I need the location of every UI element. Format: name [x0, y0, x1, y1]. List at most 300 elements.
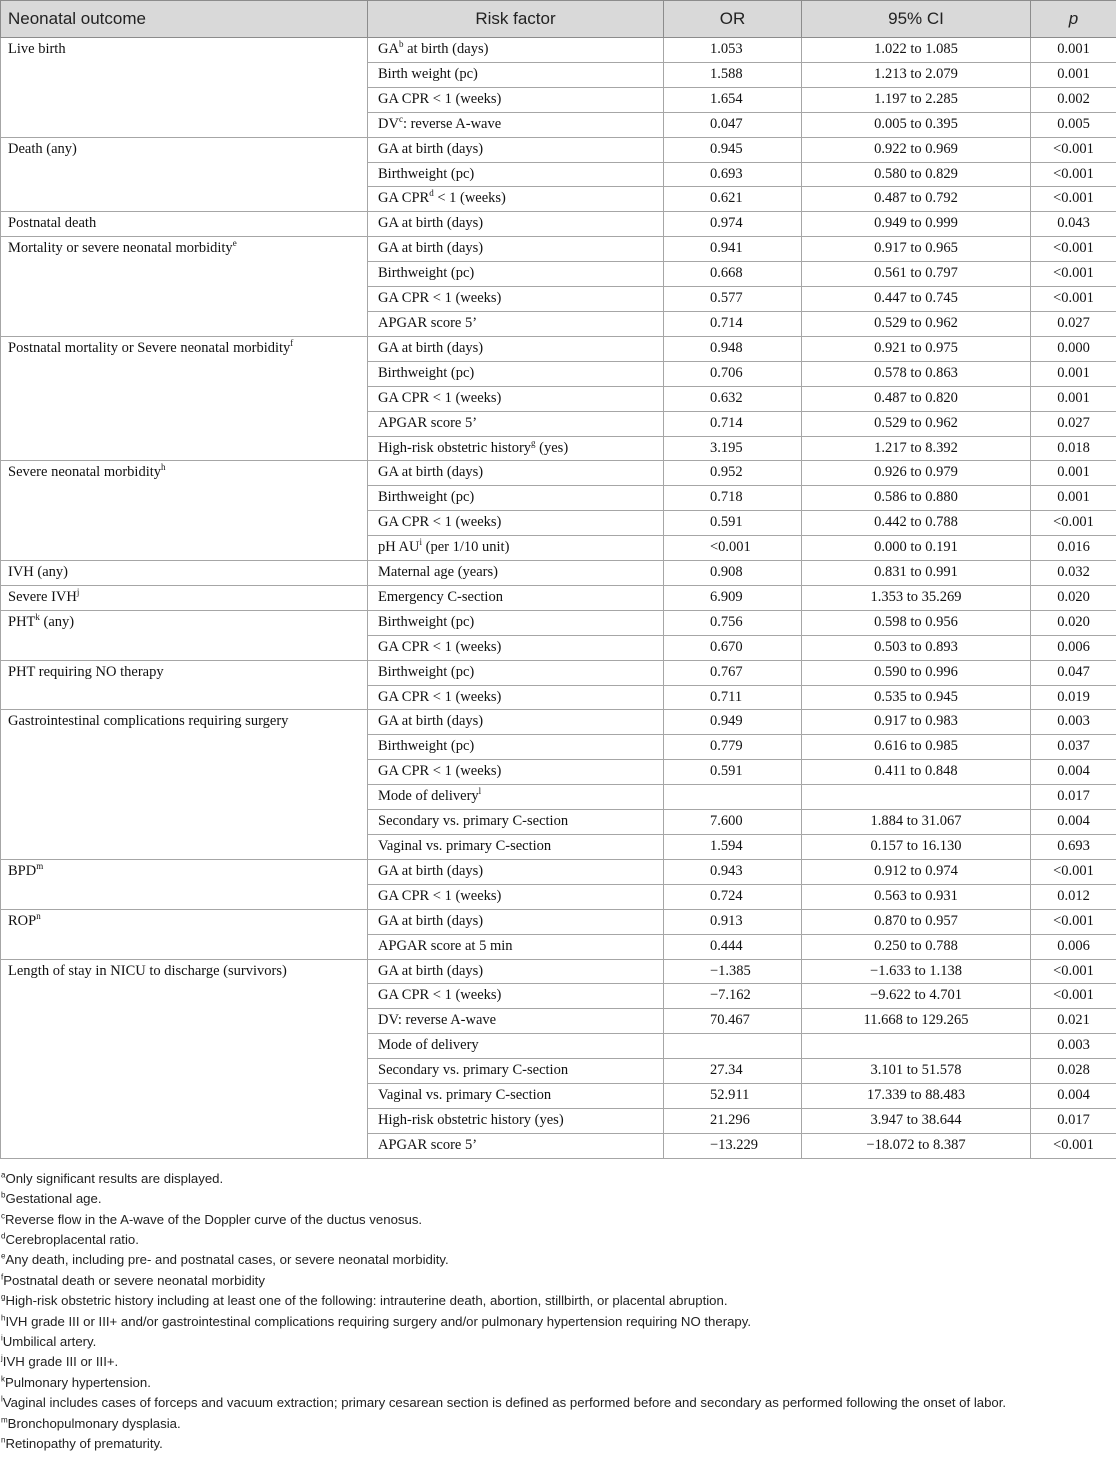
outcome-label: BPD [8, 862, 37, 879]
ci-cell: 0.535 to 0.945 [802, 685, 1031, 710]
footnote-mark: k [1, 1374, 5, 1384]
or-cell: 0.047 [664, 112, 802, 137]
or-cell: 1.594 [664, 835, 802, 860]
ci-cell: 0.926 to 0.979 [802, 461, 1031, 486]
risk-factor-label: DV: reverse A-wave [378, 1012, 497, 1029]
p-value-cell: 0.032 [1031, 561, 1116, 586]
header-ci: 95% CI [802, 1, 1031, 38]
risk-factor-label: Birthweight (pc) [378, 364, 475, 381]
outcome-cell [1, 909, 368, 959]
footnote-mark: f [1, 1272, 4, 1282]
risk-factor-cell [368, 984, 664, 1009]
or-cell: 0.718 [664, 486, 802, 511]
risk-factor-label: Mode of delivery [378, 788, 479, 805]
p-value-cell: 0.027 [1031, 411, 1116, 436]
or-cell: −1.385 [664, 959, 802, 984]
risk-factor-label: APGAR score 5’ [378, 314, 478, 331]
ci-cell: 0.598 to 0.956 [802, 610, 1031, 635]
p-value-cell: 0.000 [1031, 336, 1116, 361]
ci-cell: 3.947 to 38.644 [802, 1108, 1031, 1133]
or-cell: 0.943 [664, 859, 802, 884]
or-cell: 70.467 [664, 1009, 802, 1034]
or-cell: 27.34 [664, 1059, 802, 1084]
risk-factor-cell [368, 835, 664, 860]
outcome-cell [1, 38, 368, 138]
outcome-label: ROP [8, 912, 37, 929]
footnote-text: IVH grade III or III+ and/or gastrointestinal complications requiring surgery and/or pulmonary hypertension requiring NO therapy. [5, 1313, 752, 1329]
ci-cell: 0.563 to 0.931 [802, 884, 1031, 909]
footnote-mark: e [232, 238, 237, 249]
ci-cell: 1.213 to 2.079 [802, 62, 1031, 87]
p-value-cell: <0.001 [1031, 287, 1116, 312]
or-cell: 0.714 [664, 311, 802, 336]
footnote [1, 1332, 1116, 1352]
or-cell: 0.756 [664, 610, 802, 635]
risk-factor-cell [368, 810, 664, 835]
risk-factor-cell [368, 361, 664, 386]
p-value-cell: 0.018 [1031, 436, 1116, 461]
risk-factor-label: GA CPR < 1 (weeks) [378, 90, 502, 107]
risk-factor-label: Maternal age (years) [378, 564, 498, 581]
ci-cell: 1.197 to 2.285 [802, 87, 1031, 112]
p-value-cell: <0.001 [1031, 1133, 1116, 1158]
risk-factor-cell [368, 735, 664, 760]
ci-cell: 0.921 to 0.975 [802, 336, 1031, 361]
risk-factor-label: Mode of delivery [378, 1037, 479, 1054]
outcome-label: Severe IVH [8, 588, 77, 605]
or-cell: 0.779 [664, 735, 802, 760]
p-value-cell: 0.001 [1031, 62, 1116, 87]
risk-factor-cell [368, 137, 664, 162]
outcome-label: Gastrointestinal complications requiring surgery [8, 713, 289, 730]
p-value-cell: 0.005 [1031, 112, 1116, 137]
outcome-label: Postnatal mortality or Severe neonatal morbidity [8, 339, 291, 356]
risk-factor-label: High-risk obstetric history [378, 439, 532, 456]
or-cell: 0.591 [664, 760, 802, 785]
ci-cell: 0.005 to 0.395 [802, 112, 1031, 137]
risk-factor-label: GA [378, 41, 399, 57]
ci-cell: 0.529 to 0.962 [802, 311, 1031, 336]
risk-factor-cell [368, 1059, 664, 1084]
risk-factor-label: GA CPR < 1 (weeks) [378, 514, 502, 531]
risk-factor-label: GA CPR < 1 (weeks) [378, 389, 502, 406]
ci-cell: 0.616 to 0.985 [802, 735, 1031, 760]
risk-factor-suffix: < 1 (weeks) [433, 190, 506, 207]
p-value-cell: 0.012 [1031, 884, 1116, 909]
or-cell: 0.621 [664, 187, 802, 212]
footnote-mark: m [1, 1415, 8, 1425]
risk-factor-cell [368, 635, 664, 660]
outcome-cell [1, 585, 368, 610]
or-cell: 0.724 [664, 884, 802, 909]
footnote-text: Any death, including pre- and postnatal cases, or severe neonatal morbidity. [5, 1252, 449, 1268]
risk-factor-cell [368, 760, 664, 785]
or-cell: 0.974 [664, 212, 802, 237]
or-cell: 0.941 [664, 237, 802, 262]
ci-cell: 0.586 to 0.880 [802, 486, 1031, 511]
p-value-cell: <0.001 [1031, 959, 1116, 984]
risk-factor-cell [368, 187, 664, 212]
footnote-text: Pulmonary hypertension. [5, 1374, 151, 1390]
table-row [1, 959, 1116, 984]
p-value-cell: 0.028 [1031, 1059, 1116, 1084]
p-value-cell: 0.004 [1031, 1084, 1116, 1109]
risk-factor-label: GA at birth (days) [378, 912, 484, 929]
p-value-cell: 0.001 [1031, 461, 1116, 486]
footnote-text: Umbilical artery. [2, 1334, 97, 1350]
footnote [1, 1291, 1116, 1311]
footnote-mark: m [36, 861, 44, 872]
risk-factor-suffix: : reverse A-wave [402, 115, 502, 132]
p-value-cell: 0.019 [1031, 685, 1116, 710]
table-row [1, 610, 1116, 635]
table-row [1, 909, 1116, 934]
risk-factor-cell [368, 1108, 664, 1133]
footnote-mark: c [398, 113, 403, 124]
ci-cell: 1.884 to 31.067 [802, 810, 1031, 835]
risk-factor-cell [368, 38, 664, 63]
ci-cell: 0.590 to 0.996 [802, 660, 1031, 685]
footnote [1, 1414, 1116, 1434]
p-value-cell: 0.006 [1031, 635, 1116, 660]
risk-factor-label: GA at birth (days) [378, 240, 484, 257]
risk-factor-label: GA at birth (days) [378, 140, 484, 157]
ci-cell: 0.922 to 0.969 [802, 137, 1031, 162]
footnote-mark: j [1, 1354, 3, 1364]
or-cell: 1.053 [664, 38, 802, 63]
ci-cell: 3.101 to 51.578 [802, 1059, 1031, 1084]
footnote-mark: l [1, 1394, 3, 1404]
p-value-cell: 0.001 [1031, 361, 1116, 386]
or-cell: 3.195 [664, 436, 802, 461]
footnote-mark: b [1, 1190, 6, 1200]
risk-factor-suffix: at birth (days) [403, 41, 489, 57]
or-cell: 0.767 [664, 660, 802, 685]
risk-factor-label: Birthweight (pc) [378, 165, 475, 182]
footnote [1, 1271, 1116, 1291]
footnote [1, 1352, 1116, 1372]
p-value-cell: <0.001 [1031, 187, 1116, 212]
risk-factor-cell [368, 237, 664, 262]
p-value-cell: 0.002 [1031, 87, 1116, 112]
risk-factor-label: GA at birth (days) [378, 962, 484, 979]
or-cell: 6.909 [664, 585, 802, 610]
or-cell: 0.913 [664, 909, 802, 934]
table-row [1, 137, 1116, 162]
risk-factor-cell [368, 212, 664, 237]
footnote [1, 1250, 1116, 1270]
outcome-label: Death (any) [8, 140, 77, 157]
footnote-mark: b [398, 39, 404, 50]
table-row [1, 561, 1116, 586]
risk-factor-label: High-risk obstetric history (yes) [378, 1111, 564, 1128]
footnote-mark: e [1, 1252, 6, 1262]
p-value-cell: 0.003 [1031, 1034, 1116, 1059]
p-value-cell: <0.001 [1031, 909, 1116, 934]
risk-factor-label: GA at birth (days) [378, 713, 484, 730]
risk-factor-label: Secondary vs. primary C-section [378, 813, 569, 830]
ci-cell: 0.831 to 0.991 [802, 561, 1031, 586]
p-value-cell: <0.001 [1031, 137, 1116, 162]
risk-factor-cell [368, 436, 664, 461]
risk-factor-label: Birthweight (pc) [378, 265, 475, 282]
risk-factor-label: GA CPR < 1 (weeks) [378, 763, 502, 780]
risk-factor-cell [368, 411, 664, 436]
table-row [1, 461, 1116, 486]
outcome-cell [1, 859, 368, 909]
or-cell: −13.229 [664, 1133, 802, 1158]
ci-cell: 0.917 to 0.983 [802, 710, 1031, 735]
footnote-mark: h [161, 462, 166, 473]
ci-cell: 0.487 to 0.792 [802, 187, 1031, 212]
risk-factor-cell [368, 486, 664, 511]
risk-factor-label: Vaginal vs. primary C-section [378, 1087, 552, 1104]
footnote-text: Cerebroplacental ratio. [5, 1232, 139, 1247]
or-cell: 1.654 [664, 87, 802, 112]
risk-factor-cell [368, 311, 664, 336]
header-risk-factor: Risk factor [368, 1, 664, 38]
or-cell: 52.911 [664, 1084, 802, 1109]
ci-cell [802, 785, 1031, 810]
footnote-mark: c [1, 1211, 5, 1221]
risk-factor-label: Birthweight (pc) [378, 663, 475, 680]
or-cell [664, 1034, 802, 1059]
or-cell: 0.577 [664, 287, 802, 312]
risk-factor-label: Vaginal vs. primary C-section [378, 838, 552, 854]
outcome-cell [1, 336, 368, 461]
footnote-mark: g [1, 1292, 6, 1302]
risk-factor-cell [368, 87, 664, 112]
p-value-cell: 0.037 [1031, 735, 1116, 760]
table-row [1, 585, 1116, 610]
ci-cell: 0.578 to 0.863 [802, 361, 1031, 386]
ci-cell: 0.157 to 16.130 [802, 835, 1031, 860]
footnote-text: IVH grade III or III+. [2, 1354, 119, 1370]
footnote-mark: h [1, 1313, 6, 1323]
p-value-cell: 0.017 [1031, 785, 1116, 810]
table-row [1, 212, 1116, 237]
ci-cell [802, 1034, 1031, 1059]
p-value-cell: 0.004 [1031, 760, 1116, 785]
ci-cell: 0.000 to 0.191 [802, 536, 1031, 561]
risk-factor-cell [368, 585, 664, 610]
p-value-cell: <0.001 [1031, 511, 1116, 536]
footnote-text: Postnatal death or severe neonatal morbidity [3, 1272, 265, 1288]
or-cell: 0.948 [664, 336, 802, 361]
footnote-text: Vaginal includes cases of forceps and vacuum extraction; primary cesarean section is defined as performed before and secondary as performed following the onset of labor. [2, 1395, 1007, 1411]
risk-factor-label: DV [378, 115, 399, 132]
outcome-label: IVH (any) [8, 564, 68, 581]
footnote-text: Retinopathy of prematurity. [5, 1436, 163, 1452]
table-body [1, 38, 1116, 1159]
table-row [1, 336, 1116, 361]
risk-factor-cell [368, 336, 664, 361]
or-cell: 0.714 [664, 411, 802, 436]
footnote [1, 1169, 1116, 1189]
or-cell [664, 785, 802, 810]
risk-factor-cell [368, 112, 664, 137]
p-value-cell: 0.003 [1031, 710, 1116, 735]
risk-factor-label: Birthweight (pc) [378, 489, 475, 506]
risk-factor-cell [368, 909, 664, 934]
risk-factor-label: GA at birth (days) [378, 464, 484, 481]
footnote-mark: k [35, 612, 40, 623]
or-cell: 7.600 [664, 810, 802, 835]
footnote-mark: g [531, 437, 536, 448]
risk-factor-cell [368, 859, 664, 884]
header-p: p [1031, 1, 1116, 38]
risk-factor-label: APGAR score 5’ [378, 1136, 478, 1153]
risk-factor-label: Secondary vs. primary C-section [378, 1062, 569, 1079]
ci-cell: 0.561 to 0.797 [802, 262, 1031, 287]
risk-factor-cell [368, 685, 664, 710]
risk-factor-cell [368, 660, 664, 685]
risk-factor-label: pH AU [378, 539, 420, 556]
or-cell: 0.668 [664, 262, 802, 287]
risk-factor-cell [368, 1084, 664, 1109]
risk-factor-cell [368, 934, 664, 959]
or-cell: −7.162 [664, 984, 802, 1009]
risk-factor-label: Birth weight (pc) [378, 65, 478, 82]
ci-cell: 0.949 to 0.999 [802, 212, 1031, 237]
or-cell: 0.632 [664, 386, 802, 411]
or-cell: 0.444 [664, 934, 802, 959]
p-value-cell: 0.021 [1031, 1009, 1116, 1034]
footnote-mark: d [429, 188, 434, 199]
p-value-cell: <0.001 [1031, 262, 1116, 287]
risk-factor-cell [368, 386, 664, 411]
risk-factor-suffix: (yes) [535, 439, 569, 456]
outcome-cell [1, 610, 368, 660]
footnote-mark: d [1, 1231, 6, 1241]
risk-factor-cell [368, 785, 664, 810]
outcome-cell [1, 461, 368, 561]
or-cell: 0.711 [664, 685, 802, 710]
footnote-mark: i [419, 537, 423, 548]
ci-cell: 0.411 to 0.848 [802, 760, 1031, 785]
risk-factor-cell [368, 884, 664, 909]
risk-factor-cell [368, 536, 664, 561]
outcome-cell [1, 137, 368, 212]
footnote-text: Bronchopulmonary dysplasia. [7, 1415, 181, 1431]
table-row [1, 660, 1116, 685]
footnote-text: Reverse flow in the A-wave of the Doppler curve of the ductus venosus. [5, 1211, 423, 1227]
footnote [1, 1189, 1116, 1209]
or-cell: <0.001 [664, 536, 802, 561]
p-value-cell: 0.017 [1031, 1108, 1116, 1133]
risk-factor-cell [368, 287, 664, 312]
footnotes [0, 1159, 1116, 1455]
header-row [1, 1, 1116, 38]
outcome-label: Length of stay in NICU to discharge (survivors) [8, 962, 287, 979]
or-cell: 21.296 [664, 1108, 802, 1133]
ci-cell: −18.072 to 8.387 [802, 1133, 1031, 1158]
risk-factor-label: GA CPR < 1 (weeks) [378, 887, 502, 904]
risk-factor-label: APGAR score at 5 min [378, 937, 513, 954]
risk-factor-label: Birthweight (pc) [378, 738, 475, 755]
risk-factor-suffix: (per 1/10 unit) [422, 539, 510, 556]
outcome-cell [1, 237, 368, 337]
or-cell: 0.952 [664, 461, 802, 486]
risk-factor-cell [368, 262, 664, 287]
ci-cell: 0.917 to 0.965 [802, 237, 1031, 262]
footnote-mark: i [1, 1333, 3, 1343]
p-value-cell: 0.001 [1031, 38, 1116, 63]
outcome-label: PHT requiring NO therapy [8, 663, 164, 680]
table-row [1, 38, 1116, 63]
p-value-cell: 0.004 [1031, 810, 1116, 835]
or-cell: 0.908 [664, 561, 802, 586]
p-value-cell: 0.020 [1031, 585, 1116, 610]
ci-cell: 0.503 to 0.893 [802, 635, 1031, 660]
p-value-cell: 0.020 [1031, 610, 1116, 635]
footnote-text: Gestational age. [5, 1191, 102, 1207]
outcome-label: Postnatal death [8, 215, 97, 232]
p-value-cell: 0.043 [1031, 212, 1116, 237]
outcome-label: Mortality or severe neonatal morbidity [8, 240, 233, 257]
table-row [1, 859, 1116, 884]
risk-factor-cell [368, 1009, 664, 1034]
or-cell: 0.949 [664, 710, 802, 735]
p-value-cell: <0.001 [1031, 162, 1116, 187]
ci-cell: 0.442 to 0.788 [802, 511, 1031, 536]
footnote-mark: j [76, 587, 80, 598]
footnote [1, 1210, 1116, 1230]
outcome-label-suffix: (any) [39, 613, 75, 630]
p-value-cell: 0.001 [1031, 486, 1116, 511]
ci-cell: 0.250 to 0.788 [802, 934, 1031, 959]
outcome-cell [1, 710, 368, 859]
risk-factor-label: Emergency C-section [378, 588, 503, 605]
risk-factor-label: GA CPR < 1 (weeks) [378, 987, 502, 1004]
footnote [1, 1434, 1116, 1454]
risk-factor-cell [368, 511, 664, 536]
header-outcome: Neonatal outcome [1, 1, 368, 38]
risk-factor-label: GA at birth (days) [378, 215, 484, 232]
p-value-cell: 0.001 [1031, 386, 1116, 411]
ci-cell: 0.912 to 0.974 [802, 859, 1031, 884]
p-value-cell: 0.016 [1031, 536, 1116, 561]
or-cell: 0.591 [664, 511, 802, 536]
or-cell: 0.706 [664, 361, 802, 386]
ci-cell: 1.353 to 35.269 [802, 585, 1031, 610]
footnote [1, 1312, 1116, 1332]
or-cell: 0.945 [664, 137, 802, 162]
risk-factor-label: GA at birth (days) [378, 862, 484, 879]
risk-factor-label: GA CPR < 1 (weeks) [378, 638, 502, 655]
p-value-cell: 0.027 [1031, 311, 1116, 336]
risk-factor-label: GA CPR < 1 (weeks) [378, 688, 502, 705]
ci-cell: 0.529 to 0.962 [802, 411, 1031, 436]
risk-factor-cell [368, 1133, 664, 1158]
outcome-label: PHT [8, 613, 36, 630]
risk-factor-label: GA at birth (days) [378, 339, 484, 356]
risk-factor-cell [368, 162, 664, 187]
or-cell: 1.588 [664, 62, 802, 87]
table-row [1, 237, 1116, 262]
footnote-mark: n [36, 910, 41, 921]
ci-cell: 0.447 to 0.745 [802, 287, 1031, 312]
footnote-mark: f [290, 338, 294, 349]
p-value-cell: <0.001 [1031, 859, 1116, 884]
p-value-cell: 0.693 [1031, 835, 1116, 860]
outcome-cell [1, 959, 368, 1158]
risk-factor-label: Birthweight (pc) [378, 613, 475, 630]
risk-factor-cell [368, 710, 664, 735]
footnote [1, 1230, 1116, 1250]
outcome-cell [1, 660, 368, 710]
footnote-text: Only significant results are displayed. [5, 1170, 224, 1186]
